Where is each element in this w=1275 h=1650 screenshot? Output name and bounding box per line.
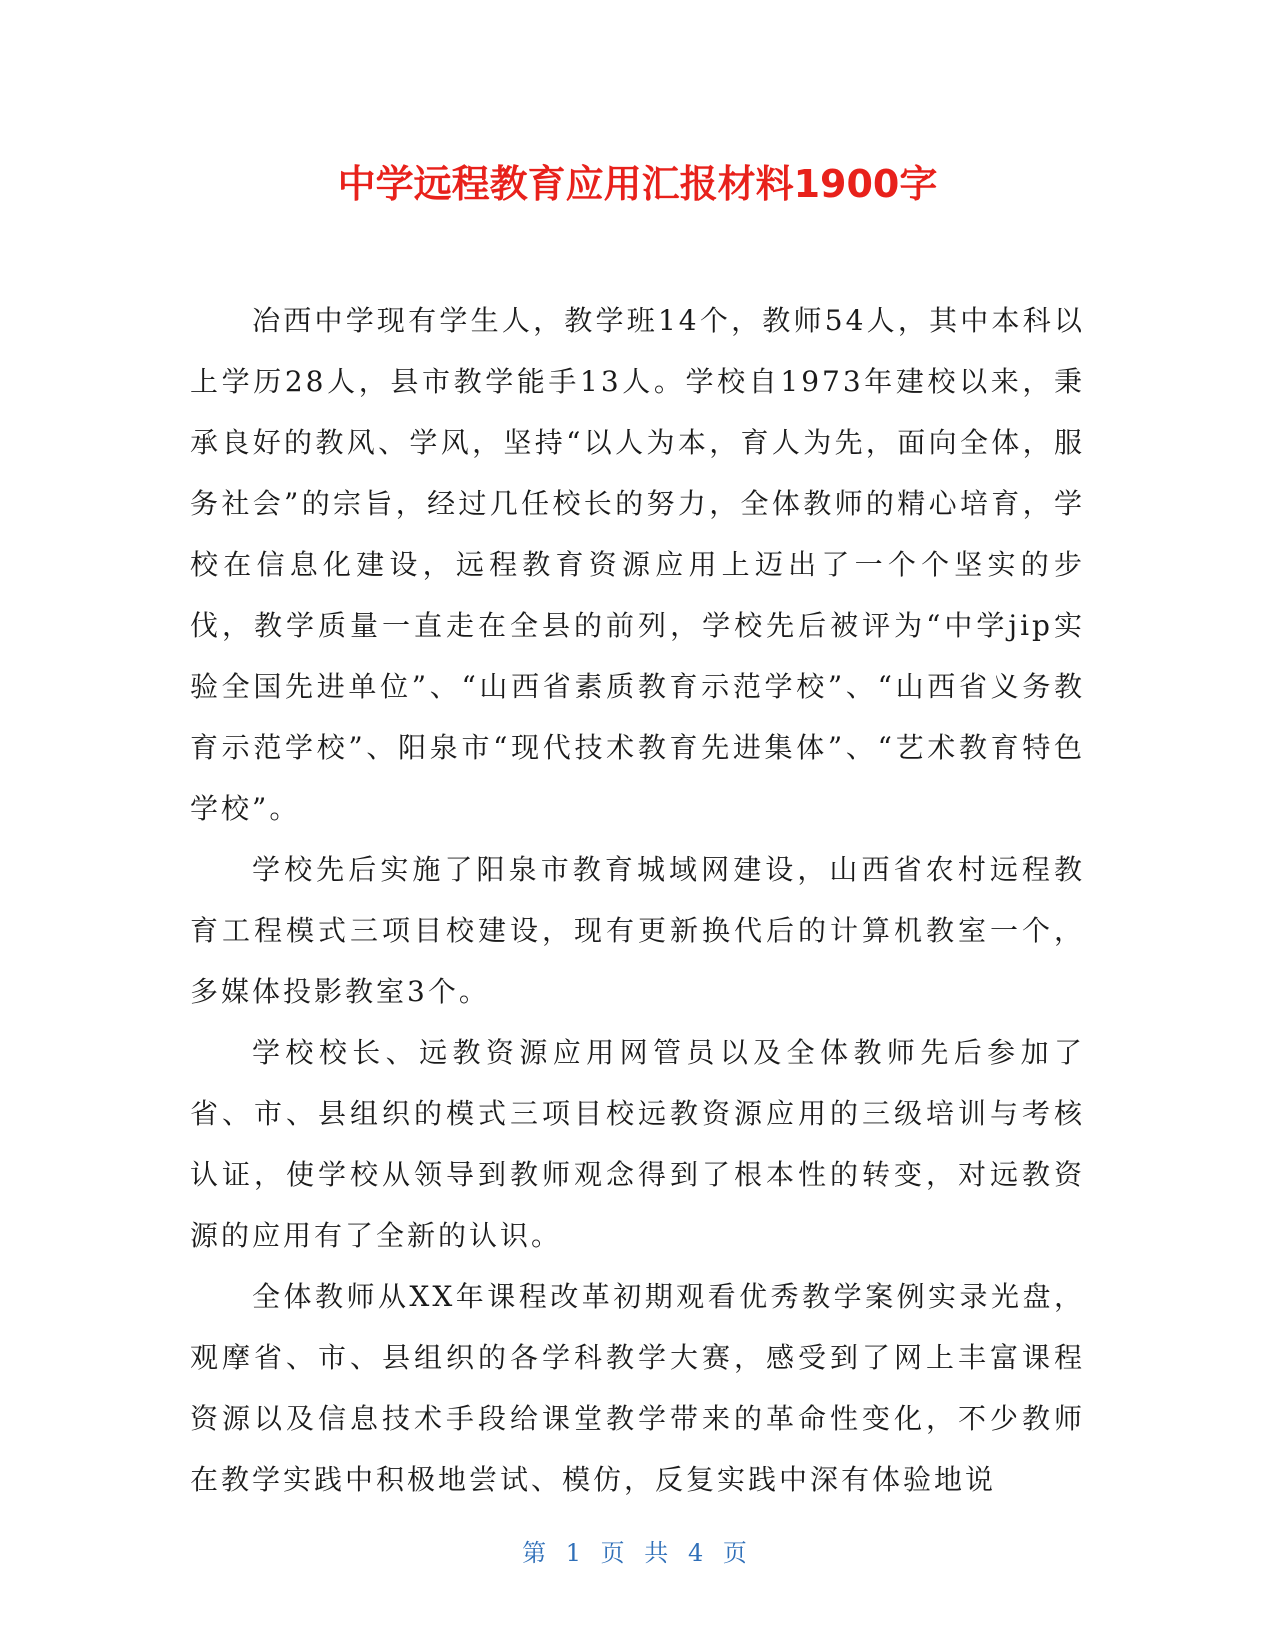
document-title: 中学远程教育应用汇报材料1900字: [337, 162, 938, 206]
paragraph-4: 全体教师从XX年课程改革初期观看优秀教学案例实录光盘，观摩省、市、县组织的各学科教学大赛，感受到了网上丰富课程资源以及信息技术手段给课堂教学带来的革命性变化，不少教师在教学实践中积极地尝试、模仿，反复实践中深有体验地说: [190, 1280, 1085, 1496]
paragraph-2: 学校先后实施了阳泉市教育城域网建设，山西省农村远程教育工程模式三项目校建设，现有更新换代后的计算机教室一个，多媒体投影教室3个。: [190, 853, 1085, 1008]
paragraph-3: 学校校长、远教资源应用网管员以及全体教师先后参加了省、市、县组织的模式三项目校远教资源应用的三级培训与考核认证，使学校从领导到教师观念得到了根本性的转变，对远教资源的应用有了全新的认识。: [190, 1036, 1085, 1252]
document-body: [190, 290, 1085, 1510]
page-number-footer: 第 1 页 共 4 页: [522, 1539, 753, 1567]
paragraph-1: 冶西中学现有学生人，教学班14个，教师54人，其中本科以上学历28人，县市教学能手13人。学校自1973年建校以来，秉承良好的教风、学风，坚持“以人为本，育人为先，面向全体，服务社会”的宗旨，经过几任校长的努力，全体教师的精心培育，学校在信息化建设，远程教育资源应用上迈出了一个个坚实的步伐，教学质量一直走在全县的前列，学校先后被评为“中学jip实验全国先进单位”、“山西省素质教育示范学校”、“山西省义务教育示范学校”、阳泉市“现代技术教育先进集体”、“艺术教育特色学校”。: [190, 304, 1085, 825]
